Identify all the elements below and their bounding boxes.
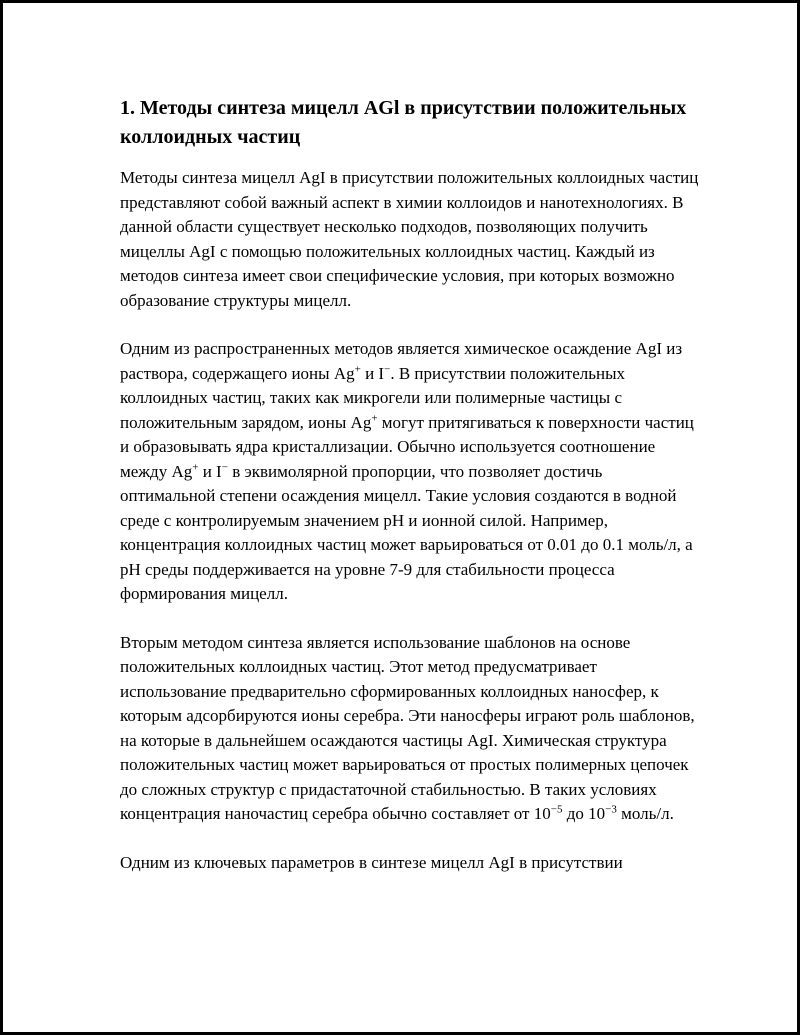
paragraph-text: Вторым методом синтеза является использование шаблонов на основе положительных коллоидных частиц. Этот метод предусматривает использование предварительно сформированных коллоидных наносфер, к которым адсорбируются ионы серебра. Эти наносферы играют роль шаблонов, на которые в дальнейшем осаждаются частицы AgI. Химическая структура положительных частиц может варьироваться от простых полимерных цепочек до сложных структур с придастаточной стабильностью. В таких условиях концентрация наночастиц серебра обычно составляет от 10 — [120, 632, 695, 823]
paragraph-text: до 10 — [562, 804, 606, 823]
superscript-exponent: −5 — [550, 803, 563, 816]
paragraph-template-method — [120, 631, 700, 827]
paragraph-text: . В присутствии положительных коллоидных частиц, таких как микрогели или полимерные частицы с положительным зарядом, ионы Ag — [120, 363, 626, 432]
paragraph-intro: Методы синтеза мицелл AgI в присутствии положительных коллоидных частиц представляют собой важный аспект в химии коллоидов и нанотехнологиях. В данной области существует несколько подходов, позволяющих получить мицеллы AgI с помощью положительных коллоидных частиц. Каждый из методов синтеза имеет свои специфические условия, при которых возможно образование структуры мицелл. — [120, 168, 699, 310]
paragraph-text: могут притягиваться к поверхности частиц и образовывать ядра кристаллизации. Обычно используется соотношение между Ag — [120, 412, 694, 481]
superscript-charge: + — [354, 362, 361, 375]
superscript-exponent: −3 — [605, 803, 617, 816]
paragraph-key-parameters: Одним из ключевых параметров в синтезе мицелл AgI в присутствии — [120, 852, 623, 872]
paragraph-text: моль/л. — [616, 804, 674, 823]
superscript-charge: − — [221, 460, 228, 473]
superscript-charge: + — [371, 411, 378, 424]
paragraph-text: в эквимолярной пропорции, что позволяет достичь оптимальной степени осаждения мицелл. Такие условия создаются в водной среде с контролируемым значением pH и ионной силой. Например, концентрация коллоидных частиц может варьироваться от 0.01 до 0.1 моль/л, а pH среды поддерживается на уровне 7-9 для стабильности процесса формирования мицелл. — [120, 461, 693, 603]
document-body — [120, 94, 700, 899]
paragraph-text: и I — [360, 363, 385, 383]
paragraph-text: Одним из распространенных методов является химическое осаждение AgI из раствора, содержащего ионы Ag — [120, 339, 683, 383]
superscript-charge: + — [192, 460, 199, 473]
superscript-charge: − — [384, 362, 391, 375]
section-heading: 1. Методы синтеза мицелл AGl в присутствии положительных коллоидных частиц — [120, 97, 687, 148]
paragraph-chemical-precipitation — [120, 337, 700, 607]
paragraph-text: и I — [198, 461, 222, 481]
